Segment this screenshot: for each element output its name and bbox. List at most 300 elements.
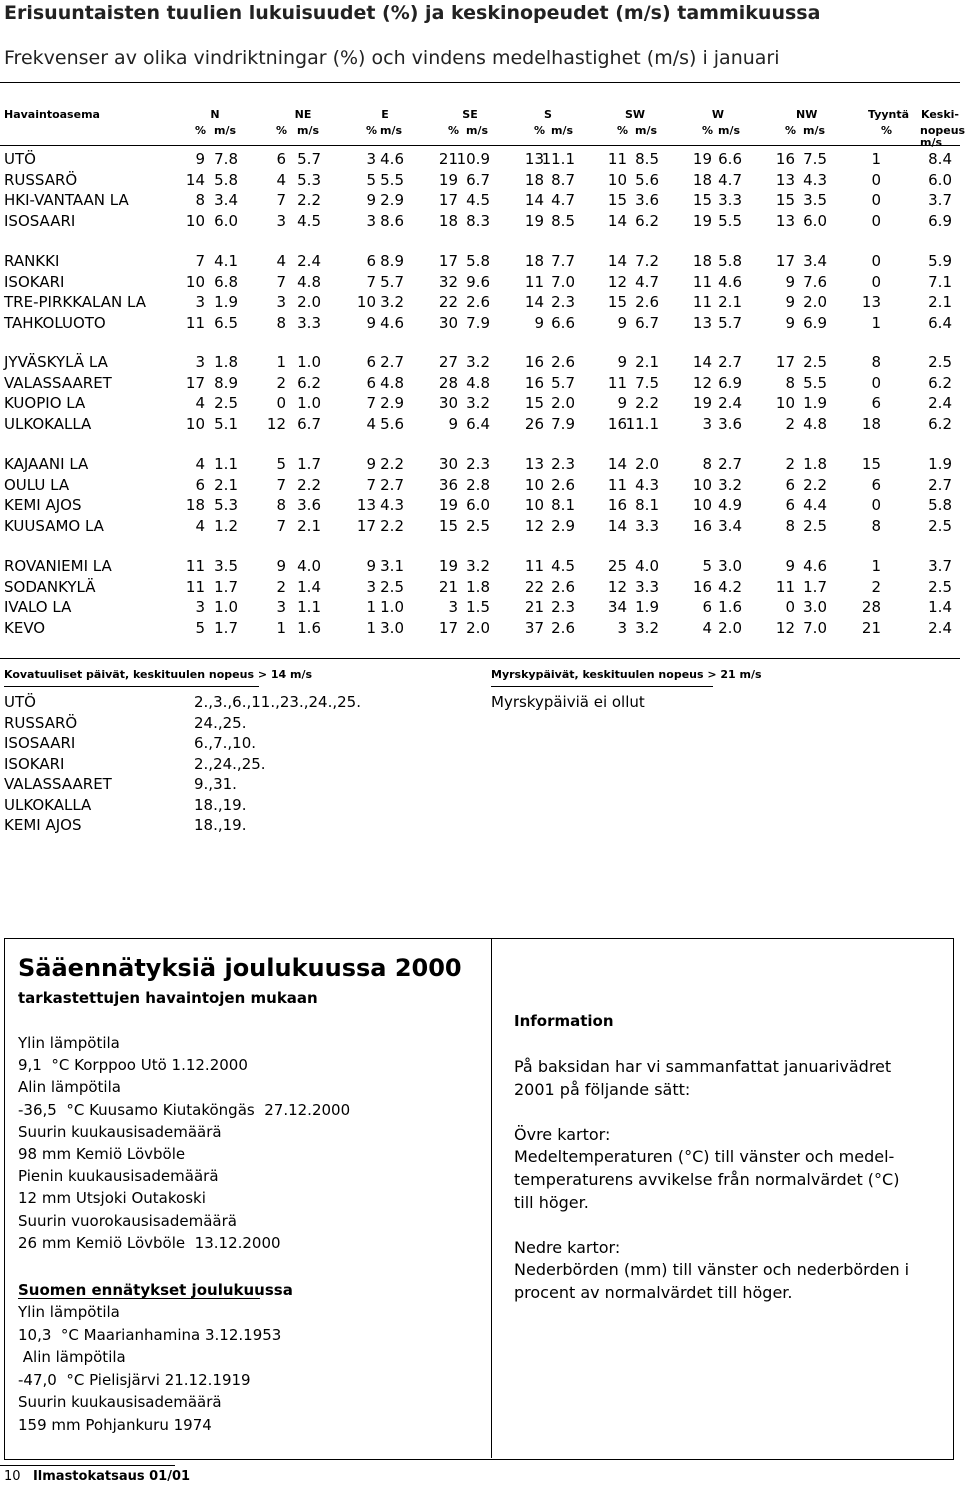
table-cell: 17 [185,373,205,392]
table-cell: 2.6 [466,293,490,311]
table-cell: 3.5 [214,557,238,575]
table-cell: 4.0 [635,557,659,575]
table-cell: 2.0 [297,293,321,311]
page-title: Erisuuntaisten tuulien lukuisuudet (%) ja keskinopeudet (m/s) tammikuussa [4,2,821,24]
table-cell: 0 [785,598,795,616]
direction-header-e: E [381,108,389,121]
table-cell: 1 [276,618,286,637]
table-cell: 3 [195,293,205,311]
table-row [0,598,960,618]
table-cell: 36 [438,475,458,494]
table-cell: 2.5 [380,577,404,596]
table-cell: 7.8 [214,150,238,168]
table-cell: 22 [524,577,544,596]
table-cell: 0 [276,394,286,412]
table-cell: 2.7 [718,455,742,473]
table-cell: 6.4 [466,414,490,433]
table-cell: 3.4 [214,191,238,209]
table-cell: 7 [276,272,286,291]
storm-station: ISOSAARI [4,734,76,752]
gale-days-heading: Myrskypäivät, keskituulen nopeus > 21 m/s [491,668,762,681]
table-cell: 2.6 [551,577,575,596]
table-cell: 6.6 [718,150,742,168]
table-cell: 6 [276,150,286,168]
info-line [514,1214,909,1237]
storm-dates: 2.,24.,25. [194,754,266,773]
table-cell: 6 [366,252,376,270]
table-cell: 3 [366,211,376,230]
avg-unit-label-2: m/s [920,136,943,149]
table-cell: 32 [438,272,458,291]
direction-header-w: W [711,108,725,121]
table-cell: 2.2 [297,191,321,209]
table-row [0,557,960,577]
table-cell: 4.6 [718,272,742,291]
table-cell: 3.6 [635,191,659,209]
table-cell: 1.5 [466,598,490,616]
table-cell: 13 [524,455,544,473]
table-cell: 6 [702,598,712,616]
station-name: TAHKOLUOTO [4,313,106,332]
table-cell: 8 [871,353,881,371]
info-line: Nederbörden (mm) till vänster och nederbörden i [514,1260,910,1280]
table-row [0,293,960,313]
table-cell: 4.8 [297,272,321,291]
table-cell: 4.2 [718,577,742,596]
table-cell: 4.8 [380,373,404,392]
table-cell: 4.5 [551,557,575,575]
table-cell: 2.6 [551,353,575,371]
table-cell: 10 [607,170,627,189]
info-line: till höger. [514,1192,589,1212]
table-cell: 11.1 [541,150,575,168]
table-cell: 8.3 [466,211,490,230]
table-cell: 2.3 [551,598,575,616]
direction-header-n: N [210,108,220,121]
table-cell: 6 [366,353,376,371]
table-cell: 8.7 [551,170,575,189]
table-cell: 6.8 [214,272,238,291]
table-cell: 25 [607,557,627,575]
table-cell: 10.9 [456,150,490,168]
pct-unit-label: % [534,124,546,137]
table-cell: 7 [276,516,286,535]
table-cell: 19 [524,211,544,230]
table-cell: 5.7 [551,373,575,392]
table-cell: 19 [692,211,712,230]
table-cell: 14 [524,293,544,311]
table-row [0,455,960,475]
table-row [0,476,960,496]
table-cell: 7.6 [803,272,827,291]
table-cell: 7 [366,394,376,412]
station-name: TRE-PIRKKALAN LA [4,293,146,311]
table-cell: 19 [438,496,458,514]
table-cell: 5.7 [297,150,321,168]
direction-header-s: S [544,108,552,121]
table-cell: 4.5 [466,191,490,209]
table-cell: 10 [524,496,544,514]
table-cell: 1.0 [297,394,321,412]
table-cell: 7.5 [803,150,827,168]
table-cell: 2.4 [297,252,321,270]
table-cell: 15 [438,516,458,535]
finland-record-line: Alin lämpötila [18,1348,126,1367]
table-cell: 7 [366,475,376,494]
table-cell: 11 [775,577,795,596]
table-cell: 5 [702,557,712,575]
table-cell: 11.1 [625,414,659,433]
table-cell: 18 [438,211,458,230]
table-cell: 2 [785,414,795,433]
table-cell: 10 [524,475,544,494]
finland-records-lines [18,1301,281,1437]
table-cell: 18 [692,170,712,189]
calm-column-header: Tyyntä [868,108,910,121]
table-cell: 3.3 [297,313,321,332]
table-cell: 3 [276,598,286,616]
gale-heading-rule [491,686,713,687]
info-line [514,1101,909,1124]
table-cell: 4.4 [803,496,827,514]
table-cell: 6.2 [928,414,952,433]
direction-header-sw: SW [625,108,646,121]
table-cell: 0 [871,211,881,230]
table-cell: 16 [524,353,544,371]
table-cell: 2.2 [635,394,659,412]
table-cell: 4.6 [803,557,827,575]
table-cell: 28 [861,598,881,616]
table-cell: 1.0 [380,598,404,616]
table-cell: 7.1 [928,272,952,291]
table-cell: 1.6 [718,598,742,616]
direction-header-ne: NE [294,108,312,121]
table-cell: 8.1 [635,496,659,514]
table-cell: 1.4 [297,577,321,596]
avg-speed-column-header: Keski- [921,108,959,121]
finland-records-heading: Suomen ennätykset joulukuussa [18,1281,293,1299]
table-cell: 16 [692,577,712,596]
table-cell: 6.2 [635,211,659,230]
table-cell: 8 [276,313,286,332]
pct-unit-label: % [448,124,460,137]
table-cell: 16 [607,414,627,433]
table-cell: 6.7 [297,414,321,433]
info-line: Medeltemperaturen (°C) till vänster och medel- [514,1147,895,1167]
table-cell: 7.7 [551,252,575,270]
table-cell: 8.4 [928,150,952,168]
table-cell: 3 [195,353,205,371]
table-cell: 3.3 [635,577,659,596]
ms-unit-label: m/s [214,124,237,137]
table-cell: 8.9 [214,373,238,392]
storm-station: KEMI AJOS [4,816,82,834]
table-cell: 9 [534,313,544,332]
table-cell: 11 [607,150,627,168]
table-cell: 3.2 [466,353,490,371]
table-cell: 2.7 [928,475,952,494]
table-cell: 5.3 [214,496,238,514]
storm-days-heading: Kovatuuliset päivät, keskituulen nopeus > 14 m/s [4,668,313,681]
table-cell: 5.8 [466,252,490,270]
table-cell: 2.5 [803,353,827,371]
table-cell: 17 [438,252,458,270]
table-cell: 18 [524,170,544,189]
table-cell: 3.7 [928,191,952,209]
table-cell: 16 [775,150,795,168]
table-cell: 2.9 [380,191,404,209]
table-cell: 2 [276,373,286,392]
table-cell: 3.2 [466,557,490,575]
table-cell: 34 [607,598,627,616]
table-cell: 4.0 [297,557,321,575]
table-cell: 3 [366,577,376,596]
table-row [0,171,960,191]
info-line: temperaturens avvikelse från normalvärdet (°C) [514,1169,900,1189]
table-cell: 2.0 [718,618,742,637]
table-cell: 15 [607,293,627,311]
ms-unit-label: m/s [718,124,741,137]
table-cell: 4.8 [803,414,827,433]
ms-unit-label: m/s [380,124,403,137]
station-name: OULU LA [4,475,70,494]
table-cell: 1.7 [214,618,238,637]
table-cell: 4.8 [466,373,490,392]
title-rule [0,82,960,83]
pct-unit-label: % [617,124,629,137]
table-cell: 7.5 [635,373,659,392]
station-name: SODANKYLÄ [4,577,96,596]
table-cell: 14 [607,455,627,473]
records-title: Sääennätyksiä joulukuussa 2000 [18,954,462,982]
table-cell: 8 [871,516,881,535]
info-title: Information [514,1012,614,1030]
table-row [0,578,960,598]
table-cell: 5 [195,618,205,637]
table-cell: 5.8 [928,496,952,514]
table-cell: 3.4 [803,252,827,270]
table-cell: 3 [366,150,376,168]
table-cell: 8 [785,373,795,392]
table-cell: 15 [607,191,627,209]
table-cell: 5.6 [635,170,659,189]
table-cell: 2.5 [928,353,952,371]
table-cell: 6.0 [928,170,952,189]
table-cell: 1 [871,313,881,332]
table-cell: 1 [366,598,376,616]
table-cell: 5.3 [297,170,321,189]
station-name: ROVANIEMI LA [4,557,112,575]
record-line: 26 mm Kemiö Lövböle 13.12.2000 [18,1233,281,1252]
table-cell: 19 [692,394,712,412]
table-cell: 3.1 [380,557,404,575]
table-cell: 9 [785,557,795,575]
table-row [0,415,960,435]
table-cell: 30 [438,394,458,412]
table-row [0,619,960,639]
table-cell: 1.8 [803,455,827,473]
table-cell: 28 [438,373,458,392]
table-cell: 5.7 [380,272,404,291]
table-cell: 4.3 [380,496,404,514]
station-name: HKI-VANTAAN LA [4,191,129,209]
table-cell: 3.3 [635,516,659,535]
table-cell: 2.5 [803,516,827,535]
table-cell: 3.0 [380,618,404,637]
table-cell: 5.8 [214,170,238,189]
table-cell: 6.0 [803,211,827,230]
info-line: procent av normalvärdet till höger. [514,1282,793,1302]
station-name: KEMI AJOS [4,496,82,514]
records-subtitle: tarkastettujen havaintojen mukaan [18,989,318,1007]
station-name: VALASSAARET [4,373,112,392]
table-row [0,314,960,334]
table-cell: 11 [185,557,205,575]
table-cell: 10 [356,293,376,311]
table-cell: 0 [871,373,881,392]
table-cell: 10 [692,496,712,514]
table-cell: 9 [276,557,286,575]
station-name: ULKOKALLA [4,414,92,433]
table-cell: 3.3 [718,191,742,209]
table-cell: 1.9 [214,293,238,311]
table-cell: 1.6 [297,618,321,637]
table-header-rule [0,145,960,146]
table-cell: 1 [366,618,376,637]
table-cell: 5 [366,170,376,189]
table-cell: 10 [692,475,712,494]
direction-header-se: SE [462,108,478,121]
storm-dates: 24.,25. [194,713,247,732]
table-cell: 1.8 [214,353,238,371]
table-cell: 2.1 [214,475,238,494]
finland-record-line: 10,3 °C Maarianhamina 3.12.1953 [18,1325,282,1344]
table-row [0,353,960,373]
table-cell: 1.2 [214,516,238,535]
table-cell: 9 [366,557,376,575]
table-cell: 6.5 [214,313,238,332]
table-cell: 3.6 [297,496,321,514]
table-cell: 8.9 [380,252,404,270]
table-cell: 5 [276,455,286,473]
table-cell: 11 [692,272,712,291]
table-cell: 2.9 [551,516,575,535]
table-cell: 5.5 [380,170,404,189]
table-cell: 4 [366,414,376,433]
table-cell: 17 [356,516,376,535]
record-line: Suurin vuorokausisademäärä [18,1211,237,1230]
station-name: UTÖ [4,150,36,168]
ms-unit-label: m/s [466,124,489,137]
table-cell: 2.0 [635,455,659,473]
table-row [0,212,960,232]
records-lines [18,1032,350,1254]
record-line: Pienin kuukausisademäärä [18,1167,219,1186]
table-cell: 15 [692,191,712,209]
table-cell: 3.2 [466,394,490,412]
table-cell: 4.1 [214,252,238,270]
storm-station: RUSSARÖ [4,713,78,732]
storm-dates: 18.,19. [194,795,247,814]
table-cell: 12 [607,272,627,291]
station-name: KUOPIO LA [4,394,86,412]
finland-heading-underline [18,1298,260,1299]
table-cell: 16 [524,373,544,392]
table-cell: 1.9 [803,394,827,412]
storm-station: UTÖ [4,693,36,711]
table-cell: 9 [617,394,627,412]
record-line: 9,1 °C Korppoo Utö 1.12.2000 [18,1056,248,1075]
table-cell: 14 [692,353,712,371]
table-cell: 2.6 [635,293,659,311]
table-cell: 12 [607,577,627,596]
table-cell: 2.6 [551,475,575,494]
table-cell: 1.4 [928,598,952,616]
table-cell: 6 [785,496,795,514]
table-cell: 6.0 [466,496,490,514]
table-cell: 0 [871,496,881,514]
table-cell: 6.7 [466,170,490,189]
avg-unit-label-1: nopeus [920,124,965,137]
table-cell: 9 [366,455,376,473]
info-text [514,1056,909,1305]
station-name: ISOKARI [4,272,65,291]
table-cell: 2.1 [635,353,659,371]
table-cell: 13 [861,293,881,311]
table-cell: 9 [617,353,627,371]
table-cell: 2.0 [551,394,575,412]
table-cell: 8 [702,455,712,473]
table-cell: 2.2 [380,455,404,473]
table-cell: 2.2 [297,475,321,494]
finland-record-line: Ylin lämpötila [18,1303,120,1321]
table-cell: 4 [195,455,205,473]
table-cell: 14 [185,170,205,189]
table-cell: 18 [861,414,881,433]
storm-dates: 9.,31. [194,775,237,793]
table-cell: 7.0 [803,618,827,637]
table-cell: 1.0 [297,353,321,371]
table-cell: 4.7 [551,191,575,209]
table-cell: 2.3 [466,455,490,473]
table-cell: 7 [195,252,205,270]
table-row [0,374,960,394]
record-line: Ylin lämpötila [18,1034,120,1052]
table-cell: 13 [775,170,795,189]
table-cell: 4.6 [380,150,404,168]
table-cell: 21 [861,618,881,637]
table-row [0,496,960,516]
table-cell: 8.6 [380,211,404,230]
table-cell: 3 [276,211,286,230]
table-cell: 0 [871,170,881,189]
table-cell: 6.2 [297,373,321,392]
finland-record-line: 159 mm Pohjankuru 1974 [18,1415,212,1434]
table-cell: 9 [366,313,376,332]
table-cell: 6 [871,394,881,412]
table-cell: 3.5 [803,191,827,209]
table-cell: 6.9 [928,211,952,230]
table-cell: 19 [438,170,458,189]
storm-station: VALASSAARET [4,775,112,793]
table-cell: 11 [607,475,627,494]
table-cell: 9 [366,191,376,209]
station-name: RANKKI [4,252,60,270]
table-cell: 6.2 [928,373,952,392]
table-cell: 7 [366,272,376,291]
table-cell: 3 [702,414,712,433]
storm-dates: 2.,3.,6.,11.,23.,24.,25. [194,693,361,711]
